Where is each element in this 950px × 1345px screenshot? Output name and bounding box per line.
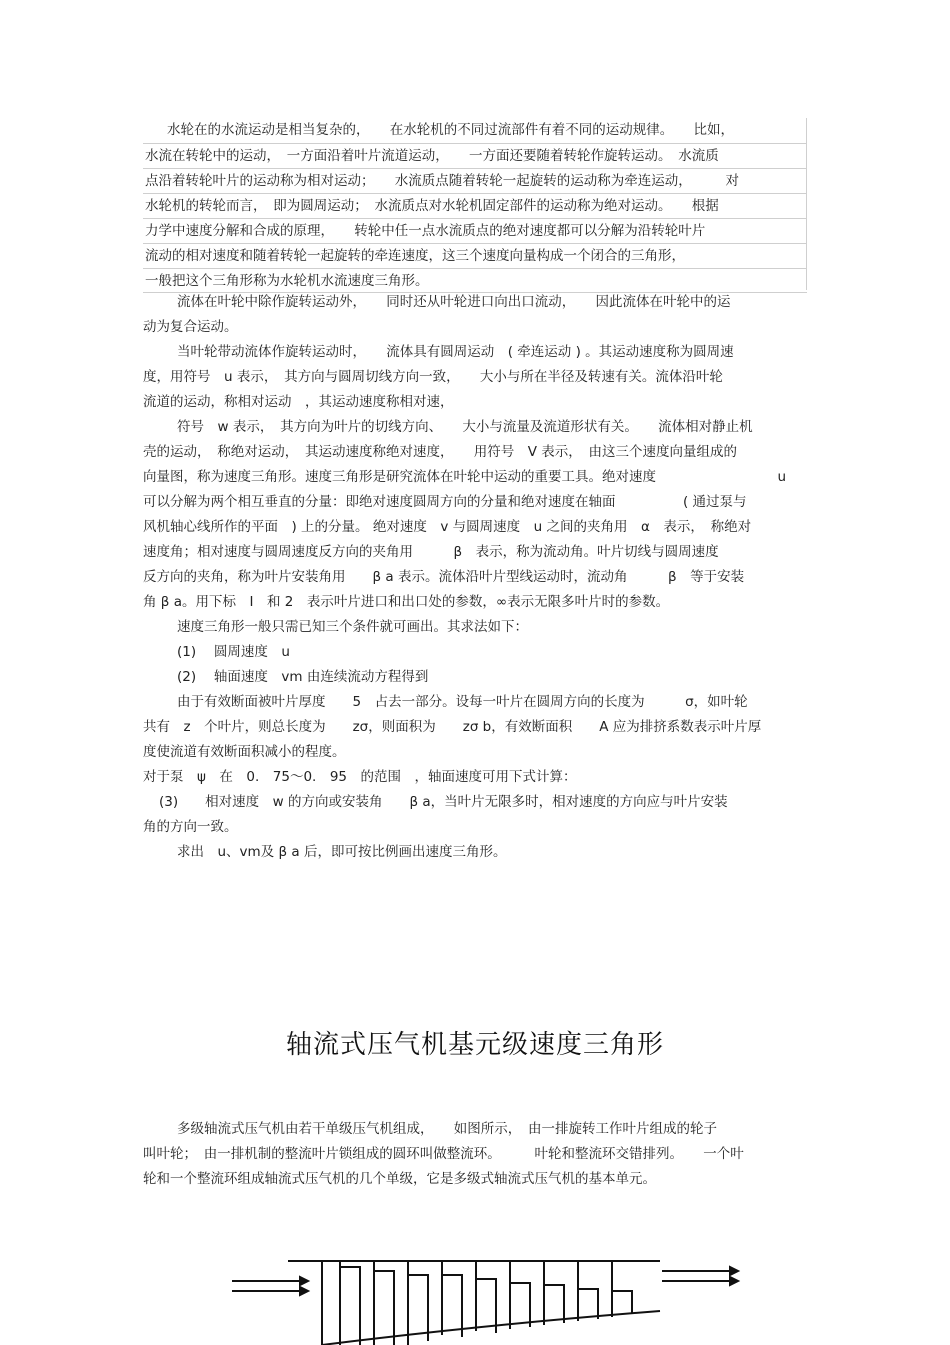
text-line: (3) 相对速度 w 的方向或安装角 β a，当叶片无限多时，相对速度的方向应与叶片安装: [159, 794, 728, 810]
table-right-rule: [806, 118, 807, 290]
text-line: 流体在叶轮中除作旋转运动外， 同时还从叶轮进口向出口流动， 因此流体在叶轮中的运: [177, 294, 731, 310]
blade: [544, 1261, 564, 1325]
text-line: 壳的运动， 称绝对运动， 其运动速度称绝对速度， 用符号 V 表示， 由这三个速度向量组成的: [143, 444, 738, 460]
blade: [340, 1261, 360, 1345]
text-line: 当叶轮带动流体作旋转运动时， 流体具有圆周运动 ( 牵连运动 ) 。其运动速度称为圆周速: [177, 344, 734, 360]
text-line: 度使流道有效断面积减小的程度。: [143, 744, 346, 760]
text-line: 流道的运动，称相对运动 ，其运动速度称相对速，: [143, 394, 454, 410]
hub-contour: [322, 1311, 660, 1345]
text-line: 对于泵 ψ 在 0. 75～0. 95 的范围 ，轴面速度可用下式计算：: [143, 769, 577, 785]
blade: [510, 1261, 530, 1329]
text-line: 向量图，称为速度三角形。速度三角形是研究流体在叶轮中运动的重要工具。绝对速度 u: [143, 469, 787, 485]
boxed-paragraph: [143, 118, 807, 293]
text-line: 求出 u、vm及 β a 后，即可按比例画出速度三角形。: [177, 844, 507, 860]
section-paragraph: [143, 1117, 807, 1192]
text-line: 共有 z 个叶片，则总长度为 zσ，则面积为 zσ b，有效断面积 A 应为排挤系数表示叶片厚: [143, 719, 762, 735]
text-line: 速度三角形一般只需已知三个条件就可画出。其求法如下：: [177, 619, 528, 635]
text-line: 角的方向一致。: [143, 819, 238, 835]
blade: [612, 1261, 632, 1317]
text-line: (1) 圆周速度 u: [177, 644, 290, 660]
text-line: (2) 轴面速度 vm 由连续流动方程得到: [177, 669, 429, 685]
section-title: 轴流式压气机基元级速度三角形: [285, 1030, 664, 1060]
text-line: 角 β a。用下标 I 和 2 表示叶片进口和出口处的参数，∞表示无限多叶片时的参数。: [143, 594, 670, 610]
body-text: [143, 290, 807, 865]
arrow-head: [730, 1277, 738, 1285]
blade: [476, 1261, 496, 1333]
blade: [442, 1261, 462, 1337]
text-line: 动为复合运动。: [143, 319, 238, 335]
text-line: 符号 w 表示， 其方向为叶片的切线方向、 大小与流量及流道形状有关。 流体相对静止机: [177, 419, 753, 435]
boxed-line: 水流在转轮中的运动， 一方面沿着叶片流道运动， 一方面还要随着转轮作旋转运动。 水流质: [143, 143, 807, 168]
arrow-head: [300, 1287, 308, 1295]
text-line: 度，用符号 u 表示， 其方向与圆周切线方向一致， 大小与所在半径及转速有关。流体沿叶轮: [143, 369, 723, 385]
text-line: 可以分解为两个相互垂直的分量：即绝对速度圆周方向的分量和绝对速度在轴面 ( 通过泵与: [143, 494, 747, 510]
blade: [578, 1261, 598, 1321]
arrow-head: [300, 1277, 308, 1285]
text-line: 轮和一个整流环组成轴流式压气机的几个单级，它是多级式轴流式压气机的基本单元。: [143, 1171, 656, 1187]
text-line: 由于有效断面被叶片厚度 5 占去一部分。设每一叶片在圆周方向的长度为 σ，如叶轮: [177, 694, 748, 710]
text-line: 叫叶轮； 由一排机制的整流叶片锁组成的圆环叫做整流环。 叶轮和整流环交错排列。 一个叶: [143, 1146, 744, 1162]
text-line: 风机轴心线所作的平面 ) 上的分量。 绝对速度 v 与圆周速度 u 之间的夹角用 α 表示， 称绝对: [143, 519, 752, 535]
blade: [374, 1261, 394, 1345]
compressor-stage-diagram: [222, 1245, 742, 1345]
text-line: 速度角；相对速度与圆周速度反方向的夹角用 β 表示，称为流动角。叶片切线与圆周速度: [143, 544, 719, 560]
boxed-line: 水轮在的水流运动是相当复杂的， 在水轮机的不同过流部件有着不同的运动规律。 比如，: [167, 122, 734, 138]
boxed-line: 一般把这个三角形称为水轮机水流速度三角形。: [143, 268, 807, 293]
text-line: 反方向的夹角，称为叶片安装角用 β a 表示。流体沿叶片型线运动时，流动角 β 等于安装: [143, 569, 745, 585]
boxed-line: 流动的相对速度和随着转轮一起旋转的牵连速度，这三个速度向量构成一个闭合的三角形，: [143, 243, 807, 268]
boxed-line: 力学中速度分解和合成的原理， 转轮中任一点水流质点的绝对速度都可以分解为沿转轮叶片: [143, 218, 807, 243]
boxed-line: 水轮机的转轮而言， 即为圆周运动； 水流质点对水轮机固定部件的运动称为绝对运动。 根据: [143, 193, 807, 218]
text-line: 多级轴流式压气机由若干单级压气机组成， 如图所示， 由一排旋转工作叶片组成的轮子: [177, 1121, 717, 1137]
boxed-line: 点沿着转轮叶片的运动称为相对运动； 水流质点随着转轮一起旋转的运动称为牵连运动， 对: [143, 168, 807, 193]
arrow-head: [730, 1267, 738, 1275]
